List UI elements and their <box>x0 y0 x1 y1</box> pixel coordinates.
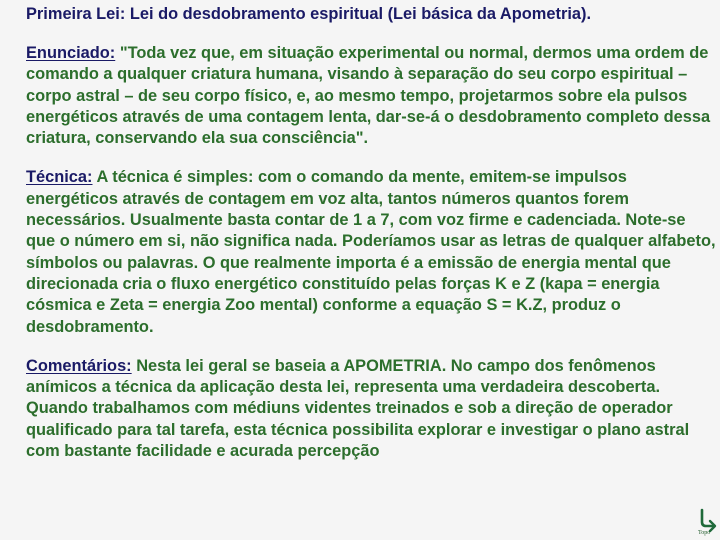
enunciado-text: "Toda vez que, em situação experimental ou normal, dermos uma ordem de comando a qualquer criatura humana, visando à separação do seu corpo espiritual – corpo astral – de seu corpo físico, e, ao mesmo tempo, projetarmos sobre ela pulsos energéticos através de uma contagem lenta, dar-se-á o desdobramento completo dessa criatura, conservando ela sua consciência". <box>26 44 711 148</box>
comentarios-label: Comentários: <box>26 356 132 375</box>
enunciado-label: Enunciado: <box>26 44 116 62</box>
enunciado-paragraph <box>26 43 716 149</box>
comentarios-text: Nesta lei geral se baseia a APOMETRIA. No campo dos fenômenos anímicos a técnica da aplicação desta lei, representa uma verdadeira descoberta. Quando trabalhamos com médiuns videntes treinados e sob a direção de operador qualificado para tal tarefa, esta técnica possibilita explorar e investigar o plano astral com bastante facilidade e acurada percepção <box>26 356 690 461</box>
document-content <box>26 4 716 480</box>
page-title: Primeira Lei: Lei do desdobramento espiritual (Lei básica da Apometria). <box>26 5 592 23</box>
comentarios-paragraph <box>26 356 716 462</box>
tecnica-label: Técnica: <box>26 168 93 187</box>
tecnica-text: A técnica é simples: com o comando da mente, emitem-se impulsos energéticos através de contagem em voz alta, tantos números quantos forem necessários. Usualmente basta contar de 1 a 7, com voz firme e cadenciada. Note-se que o número em si, não significa nada. Poderíamos usar as letras de qualquer alfabeto, símbolos ou palavras. O que realmente importa é a emissão de energia mental que direcionada cria o fluxo energético constituído pelas forças K e Z (kapa = energia cósmica e Zeta = energia Zoo mental) conforme a equação S = K.Z, produz o desdobramento. <box>26 168 716 336</box>
tecnica-paragraph <box>26 167 716 337</box>
top-link-label[interactable]: Topo <box>698 530 711 536</box>
